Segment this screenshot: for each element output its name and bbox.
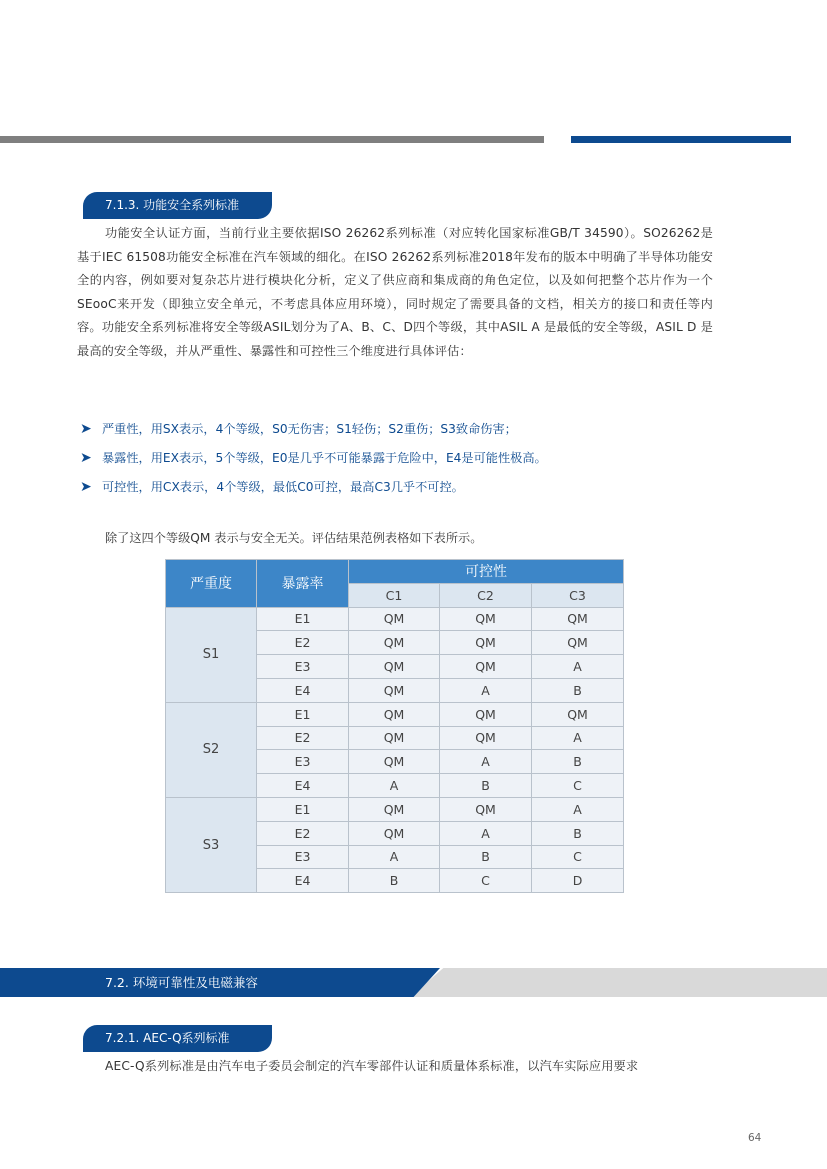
rating-cell: QM	[349, 607, 440, 631]
bullet-text: 暴露性，用EX表示，5个等级，E0是几乎不可能暴露于危险中，E4是可能性极高。	[102, 451, 547, 465]
rating-cell: A	[440, 678, 532, 702]
subheader-c2: C2	[440, 583, 532, 607]
rating-cell: D	[532, 869, 624, 893]
exposure-cell: E1	[257, 702, 349, 726]
rating-cell: QM	[349, 702, 440, 726]
exposure-cell: E2	[257, 631, 349, 655]
rating-cell: A	[349, 774, 440, 798]
rating-cell: A	[349, 845, 440, 869]
header-severity: 严重度	[166, 560, 257, 608]
rating-cell: B	[440, 774, 532, 798]
rating-cell: QM	[349, 655, 440, 679]
rating-cell: B	[532, 678, 624, 702]
table-row	[166, 797, 624, 821]
severity-cell: S1	[166, 607, 257, 702]
severity-cell: S2	[166, 702, 257, 797]
rating-cell: A	[440, 821, 532, 845]
rating-cell: C	[532, 774, 624, 798]
rating-cell: B	[532, 821, 624, 845]
section-heading-7-1-3: 7.1.3. 功能安全系列标准	[83, 192, 272, 219]
exposure-cell: E2	[257, 821, 349, 845]
section-band-gray	[410, 968, 827, 997]
header-exposure: 暴露率	[257, 560, 349, 608]
bullet-list	[80, 415, 720, 502]
exposure-cell: E3	[257, 655, 349, 679]
rating-cell: QM	[440, 702, 532, 726]
exposure-cell: E2	[257, 726, 349, 750]
bullet-text: 可控性，用CX表示，4个等级，最低C0可控，最高C3几乎不可控。	[102, 480, 464, 494]
exposure-cell: E3	[257, 845, 349, 869]
exposure-cell: E4	[257, 678, 349, 702]
bullet-text: 严重性，用SX表示，4个等级，S0无伤害；S1轻伤；S2重伤；S3致命伤害；	[102, 422, 517, 436]
page-number: 64	[748, 1132, 762, 1144]
exposure-cell: E4	[257, 869, 349, 893]
aec-paragraph: AEC-Q系列标准是由汽车电子委员会制定的汽车零部件认证和质量体系标准，以汽车实际应用要求	[105, 1059, 639, 1073]
rating-cell: QM	[349, 678, 440, 702]
rating-cell: QM	[349, 631, 440, 655]
rating-cell: C	[440, 869, 532, 893]
rating-cell: A	[532, 797, 624, 821]
main-paragraph: 功能安全认证方面，当前行业主要依据ISO 26262系列标准（对应转化国家标准GB/T 34590）。SO26262是基于IEC 61508功能安全标准在汽车领域的细化。在ISO 26262系列标准2018年发布的版本中明确了半导体功能安全的内容，例如要对复杂芯片进行模块化分析，定义了供应商和集成商的角色定位，以及如何把整个芯片作为一个SEooC来开发（即独立安全单元，不考虑具体应用环境），同时规定了需要具备的文档，相关方的接口和责任等内容。功能安全系列标准将安全等级ASIL划分为了A、B、C、D四个等级，其中ASIL A 是最低的安全等级，ASIL D 是最高的安全等级，并从严重性、暴露性和可控性三个维度进行具体评估：	[77, 226, 713, 358]
rating-cell: QM	[349, 797, 440, 821]
exposure-cell: E4	[257, 774, 349, 798]
rating-cell: QM	[440, 655, 532, 679]
subheader-c3: C3	[532, 583, 624, 607]
rating-cell: A	[532, 655, 624, 679]
rating-cell: QM	[349, 726, 440, 750]
header-controllability: 可控性	[349, 560, 624, 584]
rating-cell: A	[440, 750, 532, 774]
rating-cell: C	[532, 845, 624, 869]
exposure-cell: E1	[257, 607, 349, 631]
bullet-item-controllability	[80, 473, 720, 502]
rating-cell: QM	[349, 750, 440, 774]
rating-cell: A	[532, 726, 624, 750]
arrow-icon: ➤	[80, 421, 92, 437]
table-row	[166, 702, 624, 726]
bullet-item-severity	[80, 415, 720, 444]
arrow-icon: ➤	[80, 450, 92, 466]
exposure-cell: E1	[257, 797, 349, 821]
header-blue-bar	[571, 136, 791, 143]
rating-cell: QM	[440, 631, 532, 655]
rating-cell: QM	[349, 821, 440, 845]
rating-cell: B	[349, 869, 440, 893]
rating-cell: B	[532, 750, 624, 774]
rating-cell: QM	[440, 726, 532, 750]
section-heading-7-2: 7.2. 环境可靠性及电磁兼容	[105, 975, 258, 990]
rating-cell: QM	[440, 607, 532, 631]
severity-cell: S3	[166, 797, 257, 892]
exposure-cell: E3	[257, 750, 349, 774]
rating-cell: QM	[440, 797, 532, 821]
rating-cell: QM	[532, 631, 624, 655]
rating-cell: QM	[532, 607, 624, 631]
header-gray-bar	[0, 136, 544, 143]
rating-cell: QM	[532, 702, 624, 726]
subheader-c1: C1	[349, 583, 440, 607]
asil-table	[165, 559, 624, 893]
bullet-item-exposure	[80, 444, 720, 473]
section-heading-7-2-1: 7.2.1. AEC-Q系列标准	[83, 1025, 272, 1052]
table-row	[166, 607, 624, 631]
rating-cell: B	[440, 845, 532, 869]
arrow-icon: ➤	[80, 479, 92, 495]
table-intro: 除了这四个等级QM 表示与安全无关。评估结果范例表格如下表所示。	[105, 531, 483, 545]
